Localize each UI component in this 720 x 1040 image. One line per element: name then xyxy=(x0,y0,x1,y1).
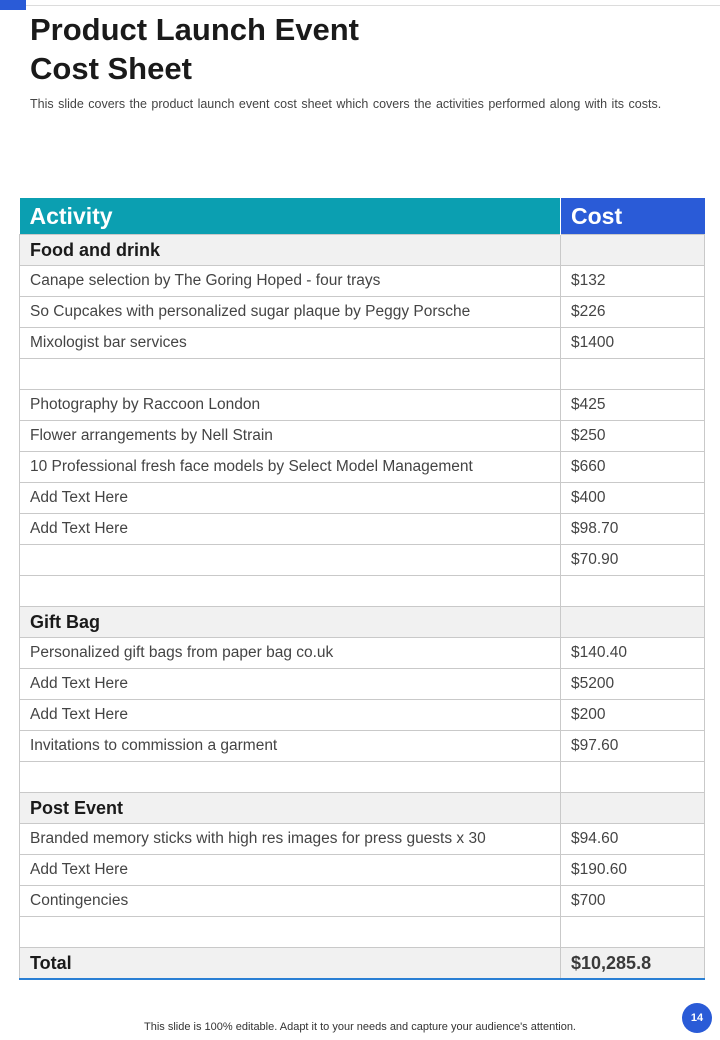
table-row xyxy=(20,328,705,359)
section-row xyxy=(20,793,705,824)
section-title: Food and drink xyxy=(20,235,561,266)
table-row xyxy=(20,483,705,514)
table-row xyxy=(20,390,705,421)
spacer-row xyxy=(20,917,705,948)
activity-cell: Photography by Raccoon London xyxy=(20,390,561,421)
table-body xyxy=(20,235,705,948)
table-row xyxy=(20,886,705,917)
cost-cell xyxy=(561,576,705,607)
cost-table xyxy=(19,198,705,980)
cost-cell: $700 xyxy=(561,886,705,917)
cost-cell: $200 xyxy=(561,700,705,731)
activity-cell xyxy=(20,545,561,576)
cost-cell xyxy=(561,793,705,824)
table-row xyxy=(20,731,705,762)
cost-cell: $425 xyxy=(561,390,705,421)
activity-cell: So Cupcakes with personalized sugar plaque by Peggy Porsche xyxy=(20,297,561,328)
activity-cell: Branded memory sticks with high res images for press guests x 30 xyxy=(20,824,561,855)
cost-cell: $5200 xyxy=(561,669,705,700)
section-title: Post Event xyxy=(20,793,561,824)
section-title: Gift Bag xyxy=(20,607,561,638)
activity-cell: Invitations to commission a garment xyxy=(20,731,561,762)
cost-cell xyxy=(561,607,705,638)
cost-cell: $98.70 xyxy=(561,514,705,545)
cost-cell: $190.60 xyxy=(561,855,705,886)
cost-cell: $400 xyxy=(561,483,705,514)
section-row xyxy=(20,235,705,266)
spacer-row xyxy=(20,576,705,607)
page-title xyxy=(30,10,630,88)
table-header-row xyxy=(20,198,705,235)
cost-cell: $94.60 xyxy=(561,824,705,855)
activity-cell: Flower arrangements by Nell Strain xyxy=(20,421,561,452)
footer-note: This slide is 100% editable. Adapt it to your needs and capture your audience's attention. xyxy=(144,1021,576,1033)
activity-header: Activity xyxy=(20,198,561,235)
total-value: $10,285.8 xyxy=(561,948,705,980)
cost-cell: $70.90 xyxy=(561,545,705,576)
table-row xyxy=(20,297,705,328)
activity-cell: Add Text Here xyxy=(20,483,561,514)
corner-accent xyxy=(0,0,26,10)
activity-cell xyxy=(20,762,561,793)
table-row xyxy=(20,855,705,886)
title-line-2: Cost Sheet xyxy=(30,51,192,86)
activity-cell: 10 Professional fresh face models by Select Model Management xyxy=(20,452,561,483)
table-row xyxy=(20,545,705,576)
activity-cell: Personalized gift bags from paper bag co.uk xyxy=(20,638,561,669)
cost-cell xyxy=(561,762,705,793)
table-row xyxy=(20,452,705,483)
cost-cell: $140.40 xyxy=(561,638,705,669)
total-label: Total xyxy=(20,948,561,980)
page-number-badge: 14 xyxy=(682,1003,712,1033)
activity-cell: Add Text Here xyxy=(20,700,561,731)
cost-cell: $660 xyxy=(561,452,705,483)
table-row xyxy=(20,638,705,669)
total-row xyxy=(20,948,705,980)
table-row xyxy=(20,421,705,452)
table-row xyxy=(20,700,705,731)
spacer-row xyxy=(20,359,705,390)
cost-cell xyxy=(561,235,705,266)
cost-cell: $1400 xyxy=(561,328,705,359)
table-row xyxy=(20,824,705,855)
table-row xyxy=(20,266,705,297)
activity-cell xyxy=(20,359,561,390)
top-divider xyxy=(26,5,720,6)
activity-cell: Add Text Here xyxy=(20,855,561,886)
cost-cell xyxy=(561,917,705,948)
cost-cell: $97.60 xyxy=(561,731,705,762)
activity-cell: Contingencies xyxy=(20,886,561,917)
cost-cell xyxy=(561,359,705,390)
spacer-row xyxy=(20,762,705,793)
activity-cell: Add Text Here xyxy=(20,669,561,700)
section-row xyxy=(20,607,705,638)
page-subtitle: This slide covers the product launch event cost sheet which covers the activities performed along with its costs. xyxy=(30,97,662,111)
activity-cell xyxy=(20,917,561,948)
cost-cell: $226 xyxy=(561,297,705,328)
table-row xyxy=(20,669,705,700)
activity-cell: Mixologist bar services xyxy=(20,328,561,359)
activity-cell: Add Text Here xyxy=(20,514,561,545)
table-row xyxy=(20,514,705,545)
cost-cell: $250 xyxy=(561,421,705,452)
activity-cell xyxy=(20,576,561,607)
cost-header: Cost xyxy=(561,198,705,235)
activity-cell: Canape selection by The Goring Hoped - four trays xyxy=(20,266,561,297)
cost-cell: $132 xyxy=(561,266,705,297)
title-line-1: Product Launch Event xyxy=(30,12,359,47)
